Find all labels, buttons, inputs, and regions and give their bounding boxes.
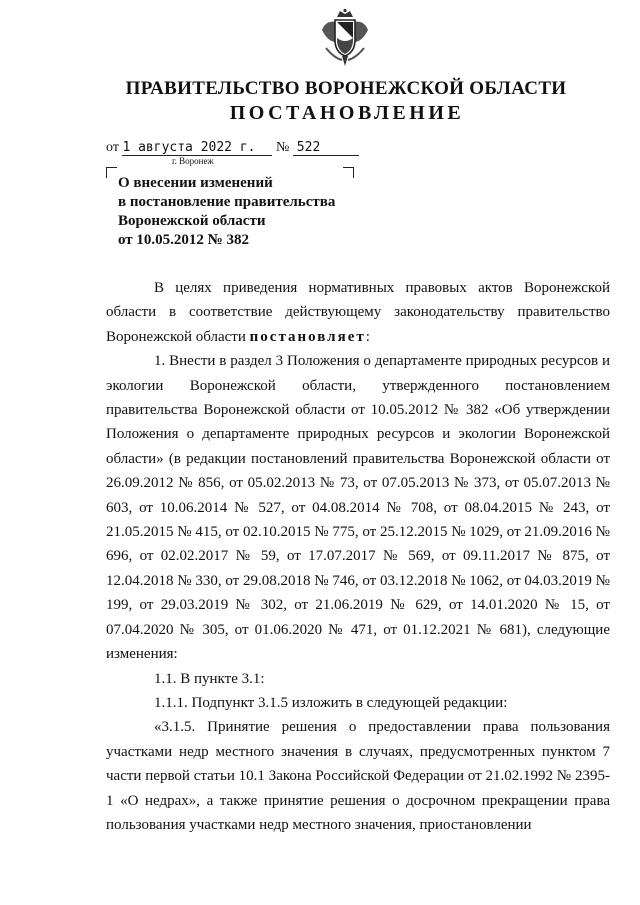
decree-body [106, 276, 610, 837]
subject-line: в постановление правительства [118, 194, 336, 210]
decree-subject [118, 174, 358, 250]
subject-line: от 10.05.2012 № 382 [118, 232, 249, 248]
subject-line: О внесении изменений [118, 175, 273, 191]
subject-corner-left [106, 167, 117, 178]
item-1-1-paragraph: 1.1. В пункте 3.1: [154, 670, 265, 687]
preamble-text: В целях приведения нормативных правовых актов Воронежской области в соответствие действующему законодательству правительство Воронежской области [106, 280, 610, 345]
item-1-1-1-paragraph: 1.1.1. Подпункт 3.1.5 изложить в следующей редакции: [154, 694, 508, 711]
quoted-paragraph: «3.1.5. Принятие решения о предоставлении права пользования участками недр местного значения в случаях, предусмотренных пунктом 7 части первой статьи 10.1 Закона Российской Федерации от 21.02.1992 № 2395-1 «О недрах», а также принятие решения о досрочном прекращении права пользования участками недр местного значения, приостановлении [106, 719, 610, 833]
colon: : [365, 328, 370, 345]
city-label: г. Воронеж [172, 156, 214, 166]
government-name: ПРАВИТЕЛЬСТВО ВОРОНЕЖСКОЙ ОБЛАСТИ [125, 78, 567, 99]
decree-date: 1 августа 2022 г. [122, 140, 272, 156]
decree-meta [106, 140, 359, 156]
resolves-word: постановляет [249, 328, 366, 345]
item-1-paragraph: 1. Внести в раздел 3 Положения о департаменте природных ресурсов и экологии Воронежской области, утвержденного постановлением правительства Воронежской области от 10.05.2012 № 382 «Об утверждении Положения о департаменте природных ресурсов и экологии Воронежской области» (в редакции постановлений правительства Воронежской области от 26.09.2012 № 856, от 05.02.2013 № 73, от 07.05.2013 № 373, от 05.07.2013 № 603, от 10.06.2014 № 527, от 04.08.2014 № 708, от 08.04.2015 № 243, от 21.05.2015 № 415, от 02.10.2015 № 775, от 25.12.2015 № 1029, от 21.09.2016 № 696, от 02.02.2017 № 59, от 17.07.2017 № 569, от 09.11.2017 № 875, от 12.04.2018 № 330, от 29.08.2018 № 746, от 03.12.2018 № 1062, от 04.03.2019 № 199, от 29.03.2019 № 302, от 21.06.2019 № 629, от 14.01.2020 № 15, от 07.04.2020 № 305, от 01.06.2020 № 471, от 01.12.2021 № 681), следующие изменения: [106, 353, 610, 663]
decree-number: 522 [293, 140, 359, 156]
coat-of-arms-icon [318, 8, 372, 68]
subject-line: Воронежской области [118, 213, 266, 229]
number-label: № [275, 140, 290, 155]
from-label: от [106, 140, 119, 155]
document-type: ПОСТАНОВЛЕНИЕ [229, 102, 465, 124]
preamble-paragraph [106, 276, 610, 349]
